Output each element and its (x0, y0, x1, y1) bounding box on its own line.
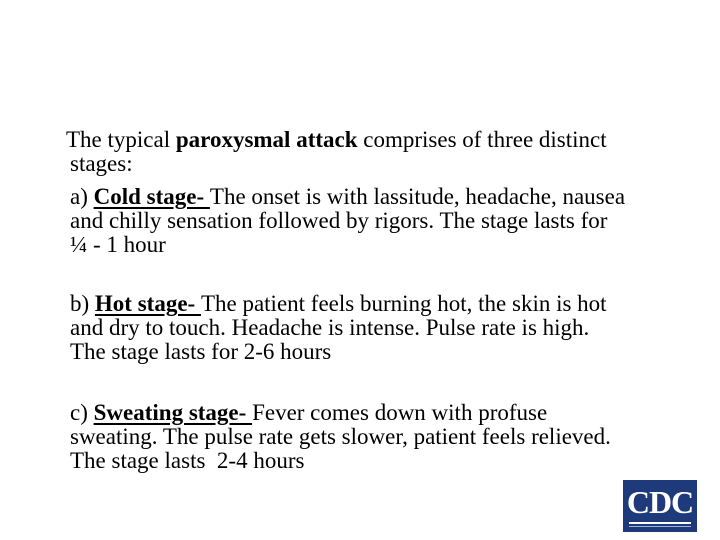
hot-stage-heading: Hot stage- (94, 291, 201, 316)
cold-prefix: a) (70, 184, 94, 209)
intro-line-1 (66, 128, 690, 152)
cold-stage-heading: Cold stage- (93, 184, 210, 209)
intro-text-end: comprises of three distinct (357, 127, 607, 152)
sweat-line-3: The stage lasts 2-4 hours (70, 448, 305, 473)
hot-stage-paragraph (70, 292, 690, 364)
hot-prefix: b) (70, 291, 95, 316)
logo-rule-thin (629, 526, 691, 527)
sweat-line-2: sweating. The pulse rate gets slower, patient feels relieved. (70, 424, 611, 449)
cold-text: The onset is with lassitude, headache, nausea (209, 184, 626, 209)
hot-line-1 (70, 292, 690, 316)
cold-line-1 (70, 185, 690, 209)
cold-line-3: ¼ - 1 hour (70, 232, 166, 257)
intro-text-start: The typical (66, 127, 176, 152)
hot-text: The patient feels burning hot, the skin is hot (200, 291, 607, 316)
cdc-logo (623, 480, 697, 532)
hot-line-3: The stage lasts for 2-6 hours (70, 339, 332, 364)
cdc-logo-text: CDC (626, 484, 694, 520)
logo-rule (629, 522, 691, 524)
sweat-line-1 (70, 401, 690, 425)
hot-line-2: and dry to touch. Headache is intense. Pulse rate is high. (70, 315, 590, 340)
sweat-prefix: c) (70, 400, 94, 425)
paroxysmal-attack-term: paroxysmal attack (175, 127, 358, 152)
intro-paragraph (66, 127, 690, 176)
cold-line-2: and chilly sensation followed by rigors. The stage lasts for (70, 208, 608, 233)
intro-line-2: stages: (70, 151, 133, 176)
sweating-stage-heading: Sweating stage- (93, 400, 253, 425)
cold-stage-paragraph (70, 185, 690, 257)
sweat-text: Fever comes down with profuse (252, 400, 548, 425)
sweating-stage-paragraph (70, 401, 690, 473)
